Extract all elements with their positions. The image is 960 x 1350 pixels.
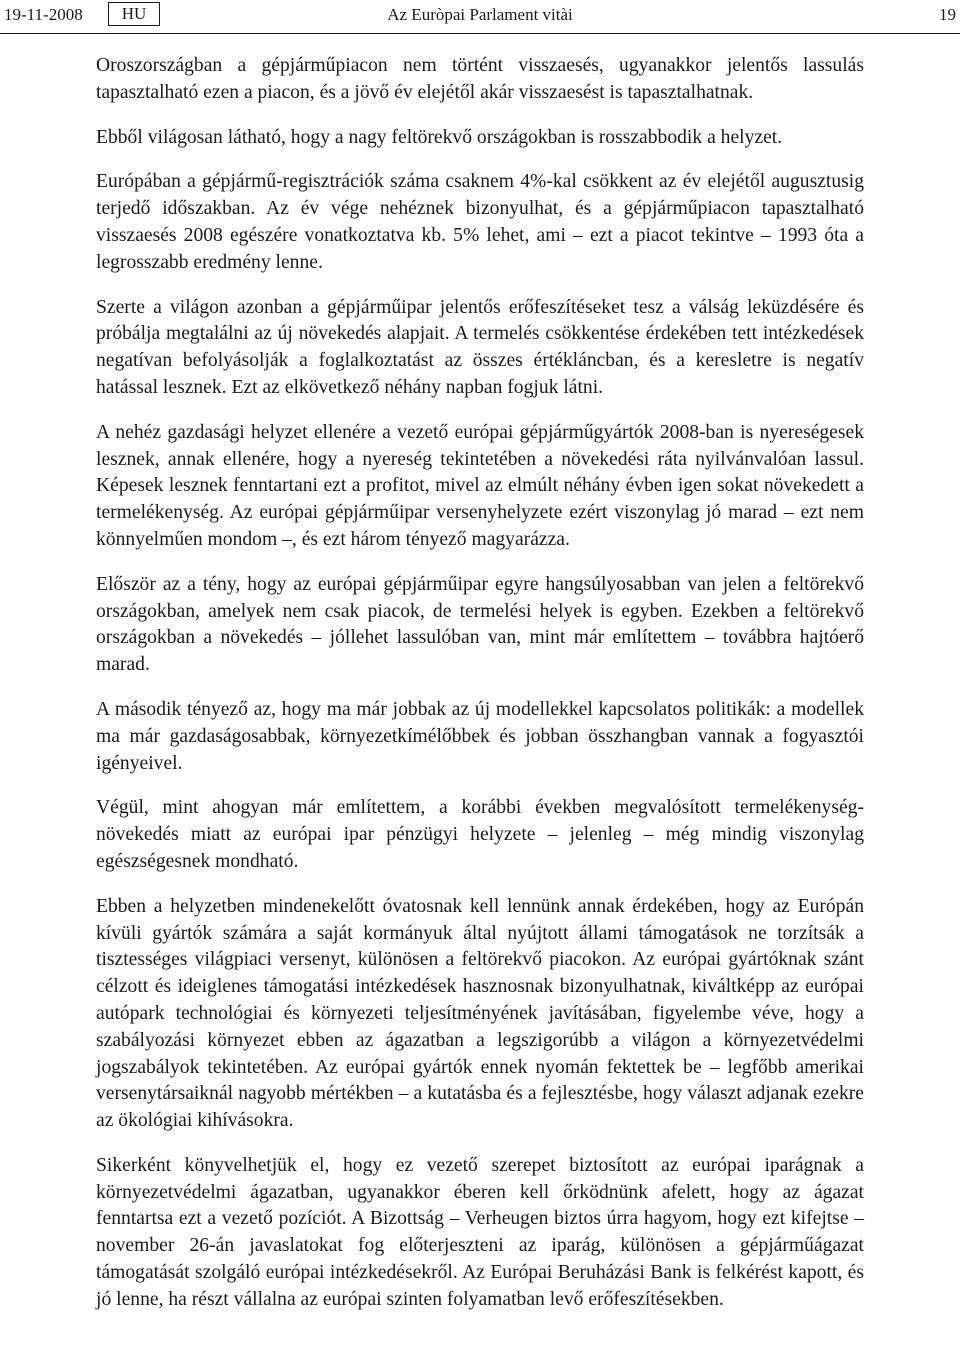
language-code-box: HU: [108, 2, 160, 26]
paragraph: A második tényező az, hogy ma már jobbak az új modellekkel kapcsolatos politikák: a modellek ma már gazdaságosabbak, környezetkímélőbbek és jobban összhangban vannak a fogyasztói igényeivel.: [96, 698, 864, 774]
paragraph: Sikerként könyvelhetjük el, hogy ez vezető szerepet biztosított az európai iparágnak a környezetvédelmi ágazatban, ugyanakkor éberen kell őrködnünk afelett, hogy az ágazat fenntartsa ezt a vezető pozíciót. A Bizottság – Verheugen biztos úrra hagyom, hogy ezt kifejtse – november 26-án javaslatokat fog előterjeszteni az iparág, különösen a gépjárműágazat támogatását szolgáló európai intézkedésekről. Az Európai Beruházási Bank is felkérést kapott, és jó lenne, ha részt vállalna az európai szinten folyamatban levő erőfeszítésekben.: [96, 1154, 864, 1310]
page-header: [0, 0, 960, 32]
paragraph: Először az a tény, hogy az európai gépjárműipar egyre hangsúlyosabban van jelen a feltörekvő országokban, amelyek nem csak piacok, de termelési helyek is egyben. Ezekben a feltörekvő országokban a növekedés – jóllehet lassulóban van, mint már említettem – továbbra hajtóerő marad.: [96, 573, 864, 676]
header-divider: [0, 33, 960, 34]
paragraph: Ebben a helyzetben mindenekelőtt óvatosnak kell lennünk annak érdekében, hogy az Európán kívüli gyártók számára a saját kormányuk által nyújtott állami támogatások ne torzítsák a tisztességes világpiaci versenyt, különösen a feltörekvő piacokon. Az európai gyártóknak szánt célzott és ideiglenes támogatási intézkedések hasznosnak bizonyulhatnak, kiváltképp az európai autópark technológiai és környezeti teljesítményének javításában, figyelembe véve, hogy a szabályozási környezet ebben az ágazatban a legszigorúbb a világon a környezetvédelmi jogszabályok tekintetében. Az európai gyártók ennek nyomán fektettek be – legfőbb amerikai versenytársaiknál nagyobb mértékben – a kutatásba és a fejlesztésbe, hogy választ adjanak ezekre az ökológiai kihívásokra.: [96, 895, 864, 1132]
paragraph: Szerte a világon azonban a gépjárműipar jelentős erőfeszítéseket tesz a válság leküzdésére és próbálja megtalálni az új növekedés alapjait. A termelés csökkentése érdekében tett intézkedések negatívan befolyásolják a foglalkoztatást az összes értékláncban, és a keresletre is negatív hatással lesznek. Ezt az elkövetkező néhány napban fogjuk látni.: [96, 296, 864, 398]
paragraph: A nehéz gazdasági helyzet ellenére a vezető európai gépjárműgyártók 2008-ban is nyereségesek lesznek, annak ellenére, hogy a nyereség tekintetében a növekedési ráta nyilvánvalóan lassul. Képesek lesznek fenntartani ezt a profitot, mivel az elmúlt néhány évben igen sokat növekedett a termelékenység. Az európai gépjárműipar versenyhelyzete ezért viszonylag jó marad – ezt nem könnyelműen mondom –, és ezt három tényező magyarázza.: [96, 421, 864, 550]
header-date: 19-11-2008: [4, 5, 83, 24]
journal-title: Az Euròpai Parlament vitài: [387, 5, 573, 24]
document-body: [96, 53, 864, 1332]
paragraph: Ebből világosan látható, hogy a nagy feltörekvő országokban is rosszabbodik a helyzet.: [96, 126, 783, 148]
paragraph: Európában a gépjármű-regisztrációk száma csaknem 4%-kal csökkent az év elejétől augusztusig terjedő időszakban. Az év vége nehéznek bizonyulhat, és a gépjárműpiacon tapasztalható visszaesés 2008 egészére vonatkoztatva kb. 5% lehet, ami – ezt a piacot tekintve – 1993 óta a legrosszabb eredmény lenne.: [96, 171, 864, 273]
paragraph: Végül, mint ahogyan már említettem, a korábbi években megvalósított termelékenység-növekedés miatt az európai ipar pénzügyi helyzete – jelenleg – még mindig viszonylag egészségesnek mondható.: [96, 797, 864, 872]
page-number: 19: [939, 5, 956, 24]
paragraph: Oroszországban a gépjárműpiacon nem történt visszaesés, ugyanakkor jelentős lassulás tapasztalható ezen a piacon, és a jövő év elejétől akár visszaesést is tapasztalhatnak.: [96, 55, 864, 103]
